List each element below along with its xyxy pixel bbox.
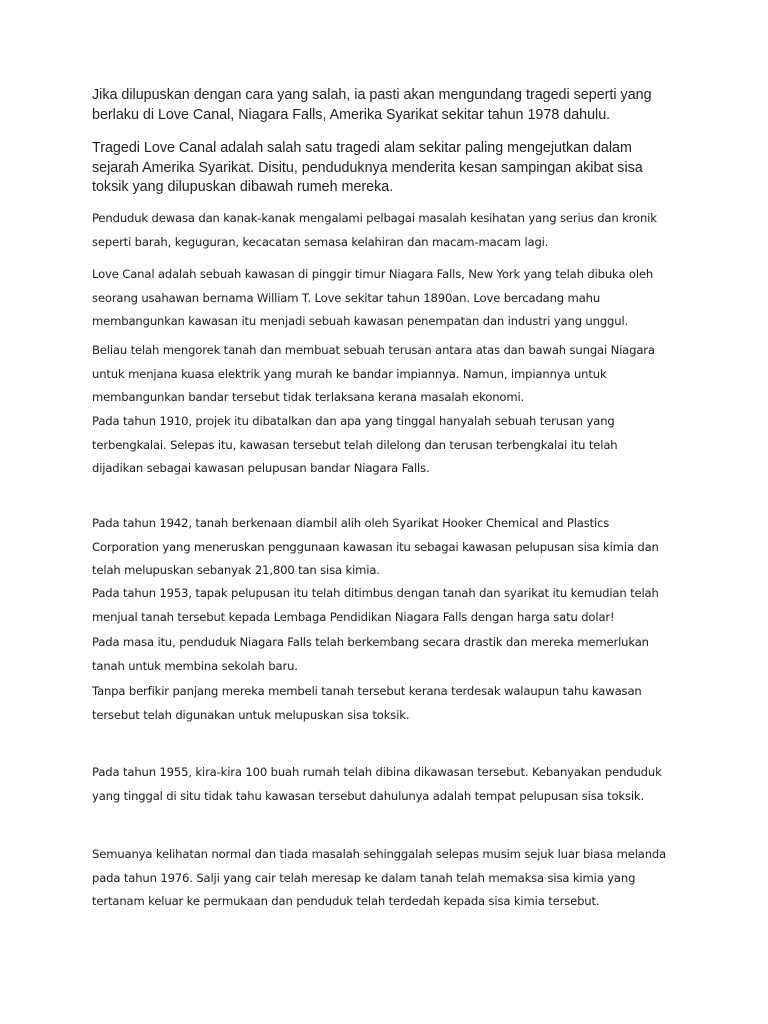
paragraph-2: Tragedi Love Canal adalah salah satu tragedi alam sekitar paling mengejutkan dalam sejarah Amerika Syarikat. Disitu, penduduknya menderita kesan sampingan akibat sisa toksik yang dilupuskan dibawah rumeh mereka. <box>92 140 643 195</box>
paragraph-6: Pada tahun 1910, projek itu dibatalkan dan apa yang tinggal hanyalah sebuah terusan yang terbengkalai. Selepas itu, kawasan tersebut telah dilelong dan terusan terbengkalai itu telah dijadikan sebagai kawasan pelupusan bandar Niagara Falls. <box>92 414 618 476</box>
paragraph-8: Pada tahun 1953, tapak pelupusan itu telah ditimbus dengan tanah dan syarikat itu kemudian telah menjual tanah tersebut kepada Lembaga Pendidikan Niagara Falls dengan harga satu dolar! <box>92 586 659 624</box>
paragraph-10: Tanpa berfikir panjang mereka membeli tanah tersebut kerana terdesak walaupun tahu kawasan tersebut telah digunakan untuk melupuskan sisa toksik. <box>92 684 642 722</box>
paragraph-1: Jika dilupuskan dengan cara yang salah, ia pasti akan mengundang tragedi seperti yang berlaku di Love Canal, Niagara Falls, Amerika Syarikat sekitar tahun 1978 dahulu. <box>92 87 652 123</box>
paragraph-9: Pada masa itu, penduduk Niagara Falls telah berkembang secara drastik dan mereka memerlukan tanah untuk membina sekolah baru. <box>92 635 649 673</box>
paragraph-11: Pada tahun 1955, kira-kira 100 buah rumah telah dibina dikawasan tersebut. Kebanyakan penduduk yang tinggal di situ tidak tahu kawasan tersebut dahulunya adalah tempat pelupusan sisa toksik. <box>92 765 662 803</box>
paragraph-7: Pada tahun 1942, tanah berkenaan diambil alih oleh Syarikat Hooker Chemical and Plastics Corporation yang meneruskan penggunaan kawasan itu sebagai kawasan pelupusan sisa kimia dan telah melupuskan sebanyak 21,800 tan sisa kimia. <box>92 516 659 578</box>
paragraph-4: Love Canal adalah sebuah kawasan di pinggir timur Niagara Falls, New York yang telah dibuka oleh seorang usahawan bernama William T. Love sekitar tahun 1890an. Love bercadang mahu membangunkan kawasan itu menjadi sebuah kawasan penempatan dan industri yang unggul. <box>92 267 654 329</box>
paragraph-3: Penduduk dewasa dan kanak-kanak mengalami pelbagai masalah kesihatan yang serius dan kronik seperti barah, keguguran, kecacatan semasa kelahiran dan macam-macam lagi. <box>92 211 657 249</box>
paragraph-5: Beliau telah mengorek tanah dan membuat sebuah terusan antara atas dan bawah sungai Niagara untuk menjana kuasa elektrik yang murah ke bandar impiannya. Namun, impiannya untuk membangunkan bandar tersebut tidak terlaksana kerana masalah ekonomi. <box>92 343 655 405</box>
paragraph-12: Semuanya kelihatan normal dan tiada masalah sehinggalah selepas musim sejuk luar biasa melanda pada tahun 1976. Salji yang cair telah meresap ke dalam tanah telah memaksa sisa kimia yang tertanam keluar ke permukaan dan penduduk telah terdedah kepada sisa kimia tersebut. <box>92 847 667 909</box>
